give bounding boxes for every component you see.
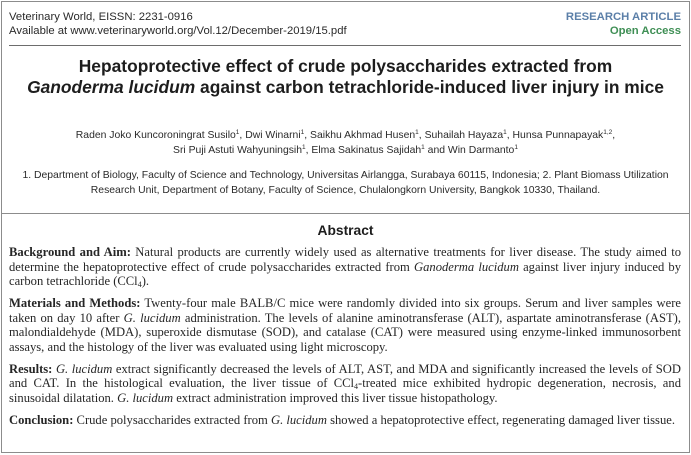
abstract-background: Background and Aim: Natural products are currently widely used as alternative treatments for liver disease. The study aimed to determine the hepatoprotective effect of crude polysaccharides extracted from Ganoderma lucidum against liver injury induced by carbon tetrachloride (CCl$_4$). bbox=[9, 245, 681, 290]
author: Elma Sakinatus Sajidah$^1$ bbox=[311, 144, 425, 156]
author-list: Raden Joko Kuncoroningrat Susilo$^1$, Dwi Winarni$^1$, Saikhu Akhmad Husen$^1$, Suhailah Hayaza$^1$, Hunsa Punnapayak$^{1,2}$, Sri Puji Astuti Wahyuningsih$^1$, Elma Sakinatus Sajidah$^1$ and Win Darmanto$^1$ bbox=[75, 129, 616, 156]
title-part2: against carbon tetrachloride-induced liver injury in mice bbox=[195, 76, 664, 97]
abstract-conclusion: Conclusion: Crude polysaccharides extracted from G. lucidum showed a hepatoprotective effect, regenerating damaged liver tissue. bbox=[9, 412, 675, 427]
author: Suhailah Hayaza$^1$ bbox=[424, 129, 507, 141]
header-rule bbox=[9, 45, 681, 46]
article-title bbox=[12, 56, 679, 97]
author: Sri Puji Astuti Wahyuningsih$^1$ bbox=[173, 144, 306, 156]
article-badge bbox=[566, 11, 681, 38]
abstract-results: Results: G. lucidum extract significantly decreased the levels of ALT, AST, and MDA and significantly increased the levels of SOD and CAT. In the histological evaluation, the liver tissue of CCl$_4$-treated mice exhibited hydropic degeneration, necrosis, and sinusoidal dilatation. G. lucidum extract administration improved this liver tissue histopathology. bbox=[9, 361, 681, 405]
abstract-body bbox=[9, 245, 681, 434]
author: Hunsa Punnapayak$^{1,2}$ bbox=[512, 129, 613, 141]
author: Win Darmanto$^1$ bbox=[447, 144, 518, 156]
article-type: RESEARCH ARTICLE bbox=[565, 11, 681, 23]
journal-name: Veterinary World, EISSN: 2231-0916 bbox=[9, 11, 193, 23]
journal-url: Available at www.veterinaryworld.org/Vol.12/December-2019/15.pdf bbox=[9, 24, 347, 37]
open-access-label: Open Access bbox=[609, 24, 681, 37]
author: Saikhu Akhmad Husen$^1$ bbox=[310, 129, 419, 141]
affiliations: 1. Department of Biology, Faculty of Science and Technology, Universitas Airlangga, Surabaya 60115, Indonesia; 2. Plant Biomass Utilization Research Unit, Department of Botany, Faculty of Science, Chulalongkorn University, Bangkok 10330, Thailand. bbox=[22, 170, 669, 196]
author: Dwi Winarni$^1$ bbox=[245, 129, 305, 141]
author: Raden Joko Kuncoroningrat Susilo$^1$ bbox=[75, 129, 240, 141]
article-page bbox=[1, 1, 690, 453]
title-species: Ganoderma lucidum bbox=[27, 76, 196, 97]
journal-header bbox=[9, 11, 681, 41]
abstract-methods: Materials and Methods: Twenty-four male BALB/C mice were randomly divided into six groups. Serum and liver samples were taken on day 10 after G. lucidum administration. The levels of alanine aminotransferase (ALT), aspartate aminotransferase (AST), malondialdehyde (MDA), superoxide dismutase (SOD), and catalase (CAT) were measured using enzyme-linked immunosorbent assays, and the histology of the liver was evaluated using light microscopy. bbox=[9, 295, 682, 354]
title-part1: Hepatoprotective effect of crude polysaccharides extracted from bbox=[78, 56, 613, 76]
abstract-box bbox=[2, 213, 689, 452]
abstract-heading: Abstract bbox=[317, 223, 374, 238]
